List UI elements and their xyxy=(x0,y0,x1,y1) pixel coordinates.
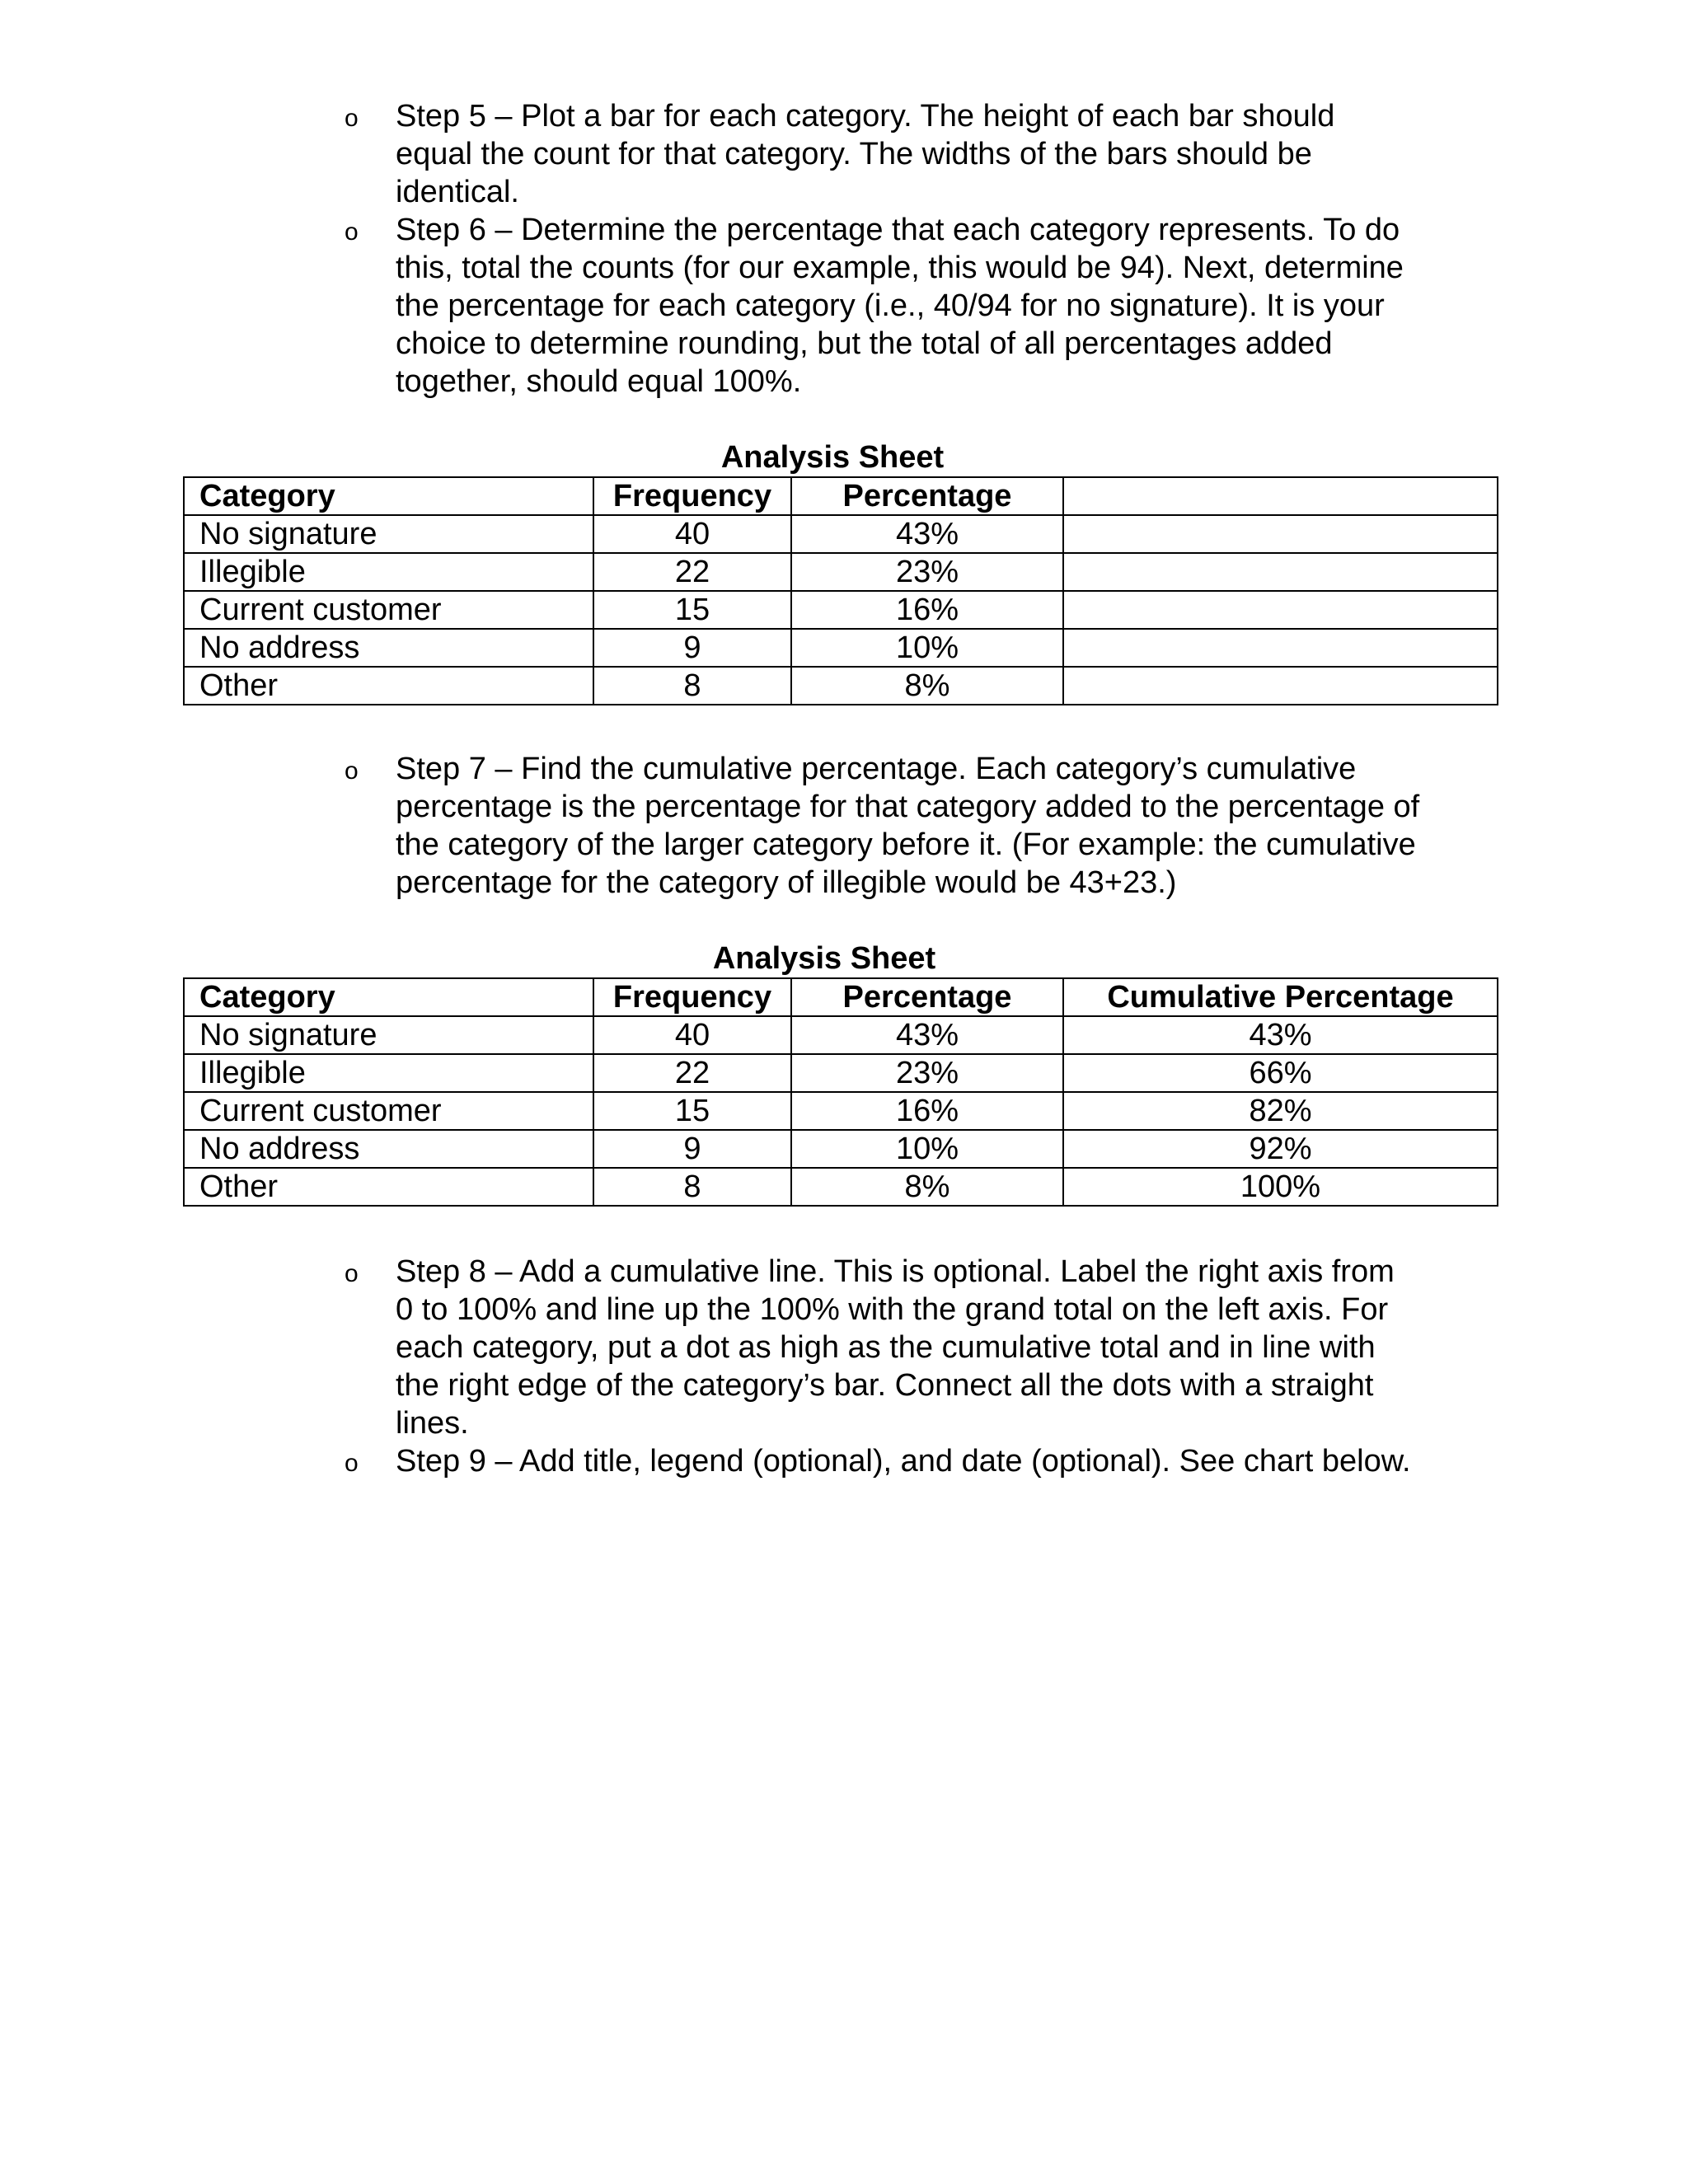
bullet-icon: o xyxy=(345,1450,359,1477)
step-6 xyxy=(0,211,1688,401)
step-8 xyxy=(0,1253,1688,1442)
header-frequency: Frequency xyxy=(593,477,791,515)
bullet-icon: o xyxy=(345,757,359,785)
bullet-icon: o xyxy=(345,1260,359,1287)
analysis-sheet-1-title: Analysis Sheet xyxy=(720,440,945,475)
table-row: Current customer 15 16% 82% xyxy=(184,1092,1498,1130)
step-9 xyxy=(0,1442,1688,1480)
step-9-text: Step 9 – Add title, legend (optional), and date (optional). See chart below. xyxy=(396,1444,1411,1479)
step-7-text: Step 7 – Find the cumulative percentage. Each category’s cumulative percentage is the percentage for that category added to the percentage of the category of the larger category before it. (For example: the cumulative percentage for the category of illegible would be 43+23.) xyxy=(396,752,1420,900)
header-category: Category xyxy=(184,477,593,515)
analysis-sheet-2-title: Analysis Sheet xyxy=(712,941,936,976)
table-row: Current customer 15 16% xyxy=(184,591,1498,629)
step-6-text: Step 6 – Determine the percentage that each category represents. To do this, total the counts (for our example, this would be 94). Next, determine the percentage for each category (i.e., 40/94 for no signature). It is your choice to determine rounding, but the total of all percentages added together, should equal 100%. xyxy=(396,213,1404,399)
bullet-icon: o xyxy=(345,218,359,246)
bullet-icon: o xyxy=(345,105,359,132)
table-row: Illegible 22 23% xyxy=(184,553,1498,591)
step-7 xyxy=(0,750,1688,902)
table-row: No address 9 10% 92% xyxy=(184,1130,1498,1168)
table-header-row xyxy=(184,477,1498,515)
table-row: No signature 40 43% xyxy=(184,515,1498,553)
table-row: Illegible 22 23% 66% xyxy=(184,1054,1498,1092)
analysis-sheet-2-table xyxy=(183,977,1498,1207)
header-frequency: Frequency xyxy=(593,978,791,1016)
step-5 xyxy=(0,97,1688,211)
table-row: No signature 40 43% 43% xyxy=(184,1016,1498,1054)
header-category: Category xyxy=(184,978,593,1016)
header-blank xyxy=(1063,477,1498,515)
step-8-text: Step 8 – Add a cumulative line. This is optional. Label the right axis from 0 to 100% and line up the 100% with the grand total on the left axis. For each category, put a dot as high as the cumulative total and in line with the right edge of the category’s bar. Connect all the dots with a straight lines. xyxy=(396,1254,1395,1441)
header-cumulative-percentage: Cumulative Percentage xyxy=(1063,978,1498,1016)
step-5-text: Step 5 – Plot a bar for each category. The height of each bar should equal the count for that category. The widths of the bars should be identical. xyxy=(396,99,1335,209)
header-percentage: Percentage xyxy=(791,477,1063,515)
table-row: No address 9 10% xyxy=(184,629,1498,667)
table-row: Other 8 8% 100% xyxy=(184,1168,1498,1206)
table-row: Other 8 8% xyxy=(184,667,1498,705)
header-percentage: Percentage xyxy=(791,978,1063,1016)
analysis-sheet-1-table xyxy=(183,476,1498,705)
table-header-row xyxy=(184,978,1498,1016)
